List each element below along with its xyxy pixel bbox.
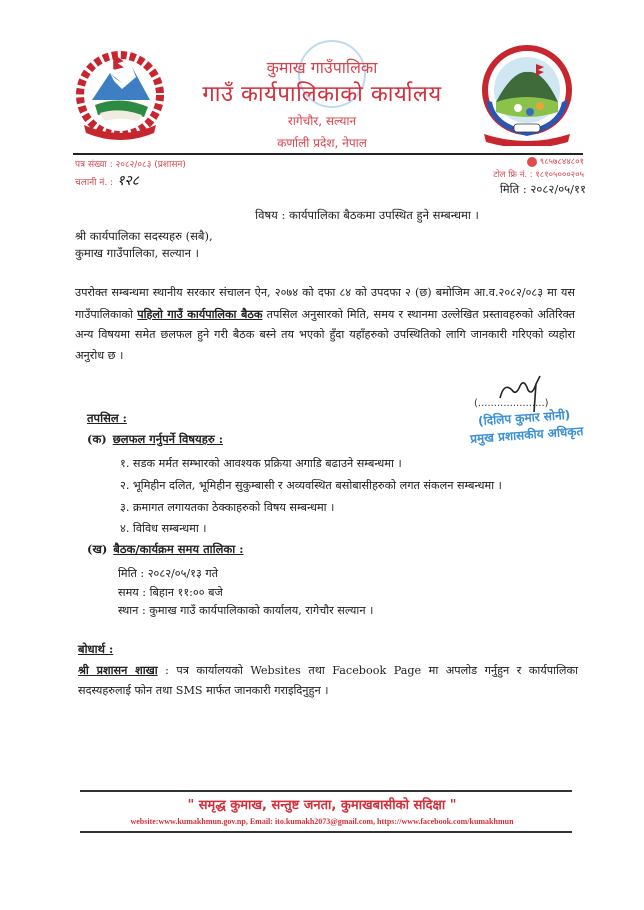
cc-text: : पत्र कार्यालयको Websites तथा Facebook Page मा अपलोड गर्नुहुन र कार्यपालिका सदस्यहरुलाई फोन तथा SMS मार्फत जानकारी गराइदिनुहुन । bbox=[78, 664, 578, 697]
schedule-venue: स्थान : कुमाख गाउँ कार्यपालिकाको कार्यालय, रागेचौर सल्यान । bbox=[118, 604, 374, 617]
signature-block bbox=[470, 372, 590, 412]
phone-number-value: ९८५७८४४८०१ bbox=[539, 157, 584, 167]
letter-subject: विषय : कार्यपालिका बैठकमा उपस्थित हुने सम्बन्धमा । bbox=[255, 208, 479, 222]
agenda-item: १. सडक मर्मत सम्भारको आवश्यक प्रक्रिया अगाडि बढाउने सम्बन्धमा । bbox=[120, 457, 402, 470]
phone-icon bbox=[527, 157, 537, 167]
signatory-name: (दिलिप कुमार सोनी) bbox=[477, 407, 571, 429]
section-b-label: (ख) bbox=[87, 542, 108, 556]
schedule-date: मिति : २०८२/०५/१३ गते bbox=[118, 567, 219, 580]
section-b-title: बैठक/कार्यक्रम समय तालिका : bbox=[113, 542, 244, 556]
office-location: रागेचौर, सल्यान bbox=[287, 114, 357, 128]
schedule-time: समय : बिहान ११:०० बजे bbox=[118, 586, 223, 599]
addressee-line-1: श्री कार्यपालिका सदस्यहरु (सबै), bbox=[75, 229, 213, 243]
cc-recipient: श्री प्रशासन शाखा bbox=[78, 663, 158, 677]
footer-divider-top bbox=[80, 790, 572, 792]
addressee-line-2: कुमाख गाउँपालिका, सल्यान । bbox=[75, 246, 199, 260]
province-country: कर्णाली प्रदेश, नेपाल bbox=[277, 136, 367, 150]
office-title: गाउँ कार्यपालिकाको कार्यालय bbox=[202, 82, 442, 107]
signatory-title: प्रमुख प्रशासकीय अधिकृत bbox=[469, 424, 584, 446]
body-highlight-meeting: पहिलो गाउँ कार्यपालिका बैठक bbox=[137, 306, 263, 321]
header-divider bbox=[73, 153, 583, 155]
footer-contact-links: website:www.kumakhmun.gov.np, Email: ito.kumakh2073@gmail.com, https://www.facebook.com/kumakhmun bbox=[130, 817, 514, 826]
section-a-heading bbox=[87, 432, 223, 447]
dispatch-number bbox=[75, 171, 139, 190]
footer-divider-bottom bbox=[80, 831, 572, 833]
letter-date: मिति : २०८२/०५/११ bbox=[499, 182, 586, 196]
dispatch-number-value: १२८ bbox=[117, 173, 139, 189]
dispatch-number-label: चलानी नं. : bbox=[75, 178, 114, 188]
body-text-part-2: तपसिल अनुसारको मिति, समय र स्थानमा उल्लेखित प्रस्तावहरुको अतिरिक्त अन्य विषयमा समेत छलफल हुने गरी बैठक बस्ने तय भएको हुँदा यहाँहरुको उपस्थितिको लागि जानकारी गरिएको व्यहोरा अनुरोध छ । bbox=[75, 307, 575, 362]
section-a-label: (क) bbox=[87, 432, 107, 446]
letter-body bbox=[75, 283, 575, 366]
cc-note bbox=[78, 660, 578, 701]
agenda-item: ३. क्रमागत लगायतका ठेक्काहरुको विषय सम्बन्धमा । bbox=[120, 501, 335, 514]
letter-reference-number: पत्र संख्या : २०८२/०८३ (प्रशासन) bbox=[75, 160, 186, 170]
signature-placeholder: (.....................) bbox=[474, 398, 549, 409]
agenda-item: २. भूमिहीन दलित, भूमिहीन सुकुम्बासी र अव्यवस्थित बसोबासीहरुको लगत संकलन सम्बन्धमा । bbox=[120, 479, 502, 492]
agenda-item: ४. विविध सम्बन्धमा । bbox=[120, 522, 207, 535]
section-a-title: छलफल गर्नुपर्ने विषयहरु : bbox=[112, 432, 223, 446]
tollfree-number: टोल फ्रि नं. : १८१०५०००२०५ bbox=[493, 170, 584, 180]
body-text-part-1: उपरोक्त सम्बन्धमा स्थानीय सरकार संचालन ऐन, २०७४ को दफा ८४ को उपदफा २ (छ) बमोजिम आ.व.२०८२/०८३ मा यस गाउँपालिकाको bbox=[75, 286, 575, 321]
cc-heading: बोधार्थ : bbox=[78, 642, 114, 656]
section-b-heading bbox=[87, 542, 243, 557]
municipality-logo bbox=[478, 42, 576, 146]
phone-number bbox=[527, 156, 584, 167]
municipality-name: कुमाख गाउँपालिका bbox=[266, 58, 378, 77]
details-heading: तपसिल : bbox=[87, 411, 127, 425]
footer-motto: " समृद्ध कुमाख, सन्तुष्ट जनता, कुमाखबासीको सदिक्षा " bbox=[187, 798, 457, 813]
